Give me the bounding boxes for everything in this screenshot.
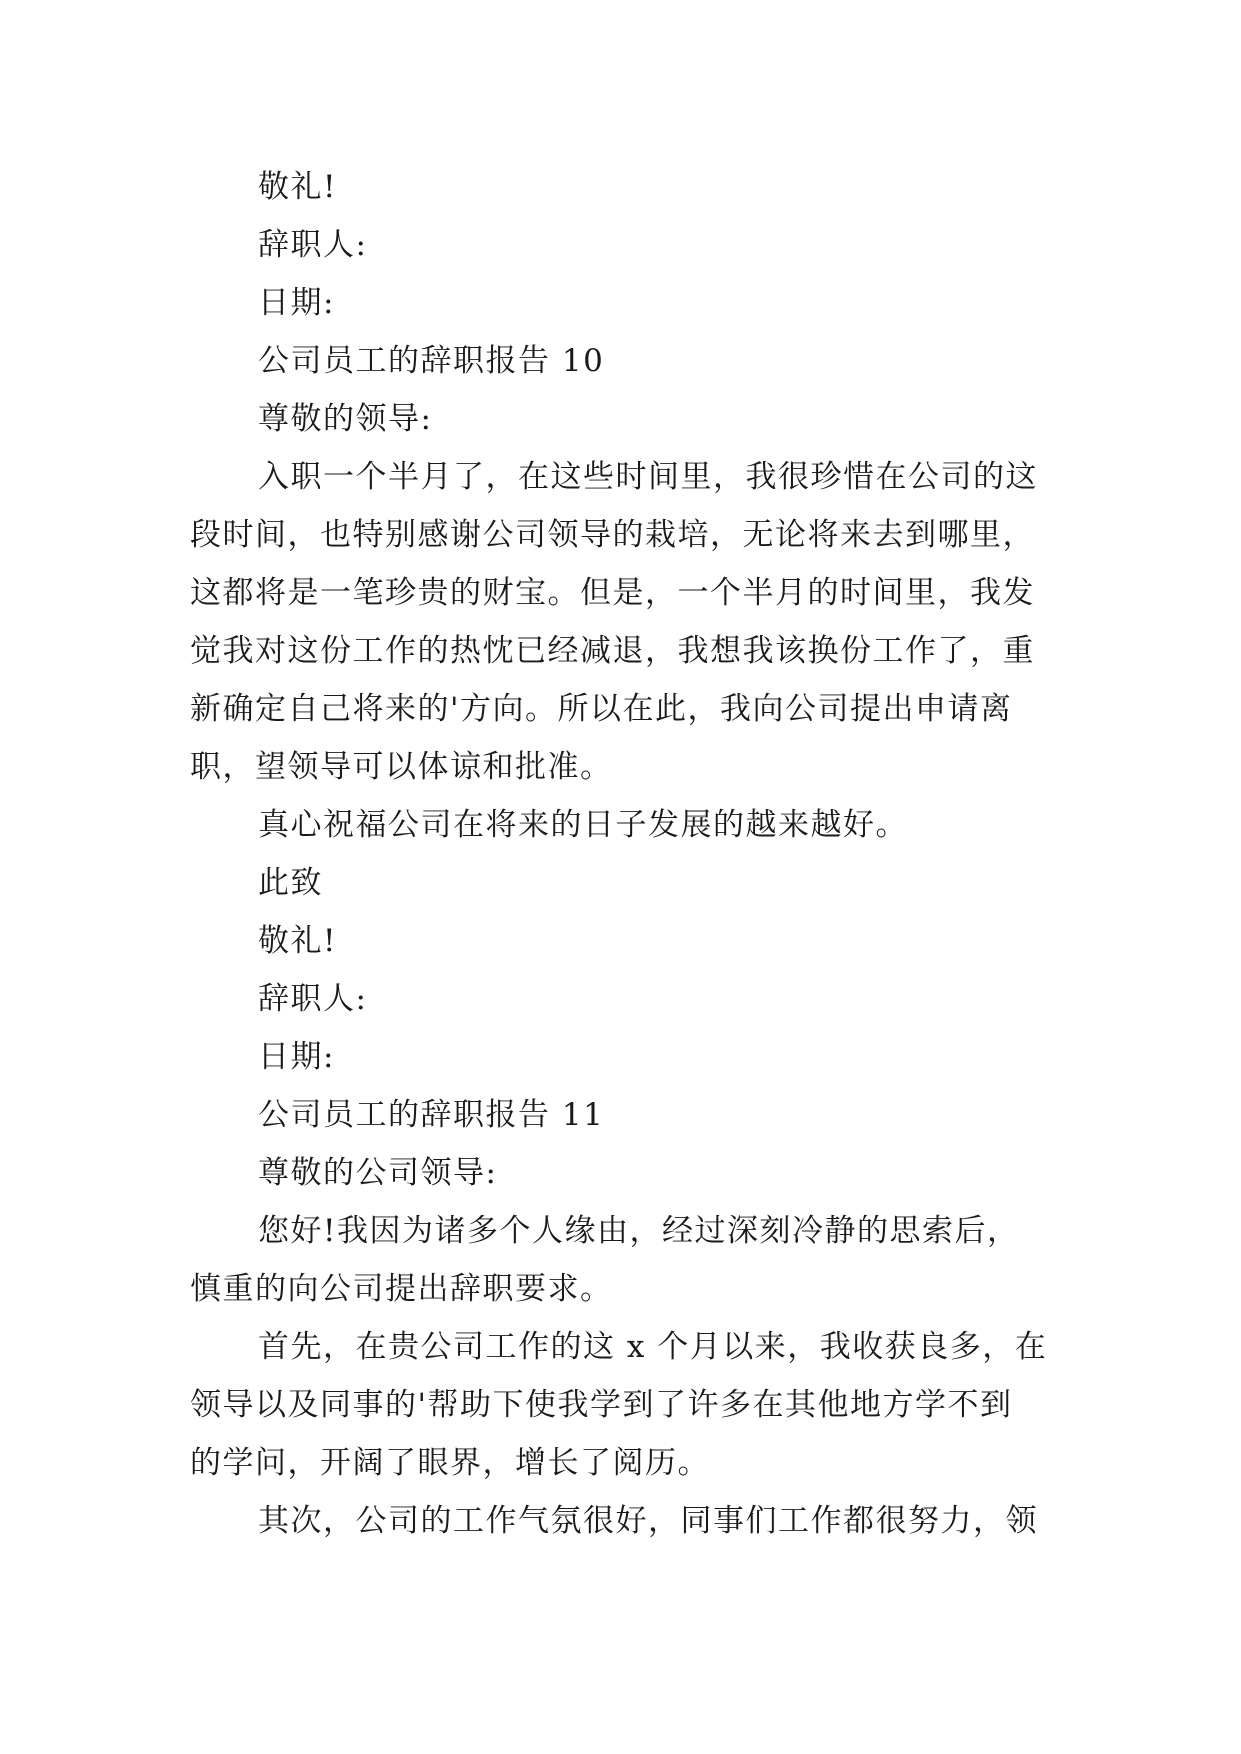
- paragraph-line: 慎重的向公司提出辞职要求。: [190, 1271, 613, 1307]
- paragraph-line: 觉我对这份工作的热忱已经减退，我想我该换份工作了，重: [190, 633, 1035, 669]
- paragraph-line: 段时间，也特别感谢公司领导的栽培，无论将来去到哪里，: [190, 517, 1035, 553]
- paragraph-line: 的学问，开阔了眼界，增长了阅历。: [190, 1445, 710, 1481]
- closing-phrase: 此致: [258, 865, 323, 901]
- signer-label: 辞职人:: [258, 227, 368, 263]
- paragraph-line: 领导以及同事的'帮助下使我学到了许多在其他地方学不到: [190, 1387, 1013, 1423]
- document-body: [190, 158, 1070, 1550]
- paragraph-line: 其次，公司的工作气氛很好，同事们工作都很努力，领: [258, 1503, 1038, 1539]
- paragraph-line: 这都将是一笔珍贵的财宝。但是，一个半月的时间里，我发: [190, 575, 1035, 611]
- date-label: 日期:: [258, 1039, 335, 1075]
- section-title: 公司员工的辞职报告 10: [258, 343, 605, 379]
- paragraph-line: 新确定自己将来的'方向。所以在此，我向公司提出申请离: [190, 691, 1013, 727]
- closing-salutation: 敬礼!: [258, 923, 337, 959]
- paragraph-line: 您好!我因为诸多个人缘由，经过深刻冷静的思索后，: [258, 1213, 1020, 1249]
- greeting: 尊敬的领导:: [258, 401, 433, 437]
- date-label: 日期:: [258, 285, 335, 321]
- signer-label: 辞职人:: [258, 981, 368, 1017]
- paragraph-line: 真心祝福公司在将来的日子发展的越来越好。: [258, 807, 908, 843]
- closing-salutation: 敬礼!: [258, 169, 337, 205]
- paragraph-line: 入职一个半月了，在这些时间里，我很珍惜在公司的这: [258, 459, 1038, 495]
- paragraph-line: 首先，在贵公司工作的这 x 个月以来，我收获良多，在: [258, 1329, 1048, 1365]
- greeting: 尊敬的公司领导:: [258, 1155, 498, 1191]
- paragraph-line: 职，望领导可以体谅和批准。: [190, 749, 613, 785]
- section-title: 公司员工的辞职报告 11: [258, 1097, 605, 1133]
